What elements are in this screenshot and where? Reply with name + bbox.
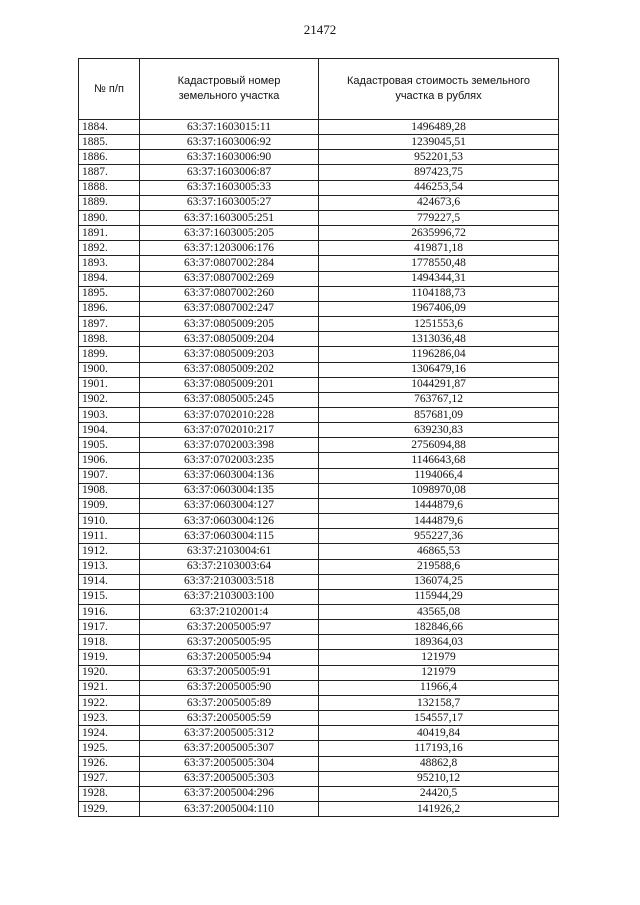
cadastral-number: 63:37:1603006:87 bbox=[140, 165, 319, 180]
cadastral-value: 1196286,04 bbox=[319, 347, 559, 362]
row-number: 1920. bbox=[79, 665, 140, 680]
row-number: 1924. bbox=[79, 726, 140, 741]
row-number: 1884. bbox=[79, 120, 140, 135]
table-row bbox=[79, 574, 559, 589]
cadastral-number: 63:37:0603004:127 bbox=[140, 498, 319, 513]
row-number: 1913. bbox=[79, 559, 140, 574]
cadastral-value: 955227,36 bbox=[319, 529, 559, 544]
cadastral-number: 63:37:0807002:284 bbox=[140, 256, 319, 271]
row-number: 1898. bbox=[79, 332, 140, 347]
table-row bbox=[79, 529, 559, 544]
table-row bbox=[79, 347, 559, 362]
cadastral-value: 189364,03 bbox=[319, 635, 559, 650]
cadastral-value: 11966,4 bbox=[319, 680, 559, 695]
table-row bbox=[79, 695, 559, 710]
cadastral-number: 63:37:2005005:303 bbox=[140, 771, 319, 786]
cadastral-value: 1494344,31 bbox=[319, 271, 559, 286]
cadastral-value: 763767,12 bbox=[319, 392, 559, 407]
row-number: 1929. bbox=[79, 802, 140, 817]
row-number: 1907. bbox=[79, 468, 140, 483]
table-row bbox=[79, 332, 559, 347]
cadastral-value: 446253,54 bbox=[319, 180, 559, 195]
cadastral-number: 63:37:1603015:11 bbox=[140, 120, 319, 135]
cadastral-value: 419871,18 bbox=[319, 241, 559, 256]
table-row bbox=[79, 180, 559, 195]
table-header-row bbox=[79, 59, 559, 120]
row-number: 1909. bbox=[79, 498, 140, 513]
cadastral-value: 1313036,48 bbox=[319, 332, 559, 347]
cadastral-number: 63:37:2103003:64 bbox=[140, 559, 319, 574]
cadastral-value: 1306479,16 bbox=[319, 362, 559, 377]
cadastral-value: 952201,53 bbox=[319, 150, 559, 165]
table-row bbox=[79, 271, 559, 286]
cadastral-number: 63:37:0807002:247 bbox=[140, 301, 319, 316]
row-number: 1904. bbox=[79, 423, 140, 438]
cadastral-value: 115944,29 bbox=[319, 589, 559, 604]
cadastral-value: 117193,16 bbox=[319, 741, 559, 756]
row-number: 1927. bbox=[79, 771, 140, 786]
cadastral-value: 46865,53 bbox=[319, 544, 559, 559]
cadastral-value: 40419,84 bbox=[319, 726, 559, 741]
row-number: 1910. bbox=[79, 514, 140, 529]
table-row bbox=[79, 423, 559, 438]
header-cadastral-value-text: Кадастровая стоимость земельного участка в рублях bbox=[347, 75, 530, 102]
table-row bbox=[79, 635, 559, 650]
table-row bbox=[79, 544, 559, 559]
row-number: 1906. bbox=[79, 453, 140, 468]
row-number: 1890. bbox=[79, 210, 140, 225]
cadastral-number: 63:37:0702010:217 bbox=[140, 423, 319, 438]
row-number: 1925. bbox=[79, 741, 140, 756]
row-number: 1908. bbox=[79, 483, 140, 498]
row-number: 1917. bbox=[79, 620, 140, 635]
row-number: 1914. bbox=[79, 574, 140, 589]
row-number: 1895. bbox=[79, 286, 140, 301]
cadastral-number: 63:37:0702010:228 bbox=[140, 407, 319, 422]
cadastral-value: 1444879,6 bbox=[319, 498, 559, 513]
cadastral-value: 1098970,08 bbox=[319, 483, 559, 498]
row-number: 1891. bbox=[79, 226, 140, 241]
row-number: 1889. bbox=[79, 195, 140, 210]
table-row bbox=[79, 241, 559, 256]
cadastral-number: 63:37:2005005:95 bbox=[140, 635, 319, 650]
cadastral-number: 63:37:0603004:115 bbox=[140, 529, 319, 544]
header-cadastral-number-text: Кадастровый номер земельного участка bbox=[177, 75, 281, 102]
cadastral-number: 63:37:2103004:61 bbox=[140, 544, 319, 559]
cadastral-value: 132158,7 bbox=[319, 695, 559, 710]
cadastral-number: 63:37:0603004:126 bbox=[140, 514, 319, 529]
cadastral-number: 63:37:0805005:245 bbox=[140, 392, 319, 407]
cadastral-number: 63:37:1603006:90 bbox=[140, 150, 319, 165]
table-row bbox=[79, 771, 559, 786]
cadastral-number: 63:37:2005005:307 bbox=[140, 741, 319, 756]
table-row bbox=[79, 362, 559, 377]
cadastral-number: 63:37:0807002:269 bbox=[140, 271, 319, 286]
header-cadastral-value bbox=[319, 59, 559, 120]
cadastral-number: 63:37:0702003:398 bbox=[140, 438, 319, 453]
row-number: 1903. bbox=[79, 407, 140, 422]
row-number: 1887. bbox=[79, 165, 140, 180]
cadastral-number: 63:37:2005004:110 bbox=[140, 802, 319, 817]
table-row bbox=[79, 726, 559, 741]
row-number: 1900. bbox=[79, 362, 140, 377]
cadastral-value: 1967406,09 bbox=[319, 301, 559, 316]
table-row bbox=[79, 407, 559, 422]
row-number: 1928. bbox=[79, 786, 140, 801]
row-number: 1888. bbox=[79, 180, 140, 195]
cadastral-number: 63:37:2005005:304 bbox=[140, 756, 319, 771]
cadastral-value: 48862,8 bbox=[319, 756, 559, 771]
row-number: 1918. bbox=[79, 635, 140, 650]
cadastral-number: 63:37:2005005:91 bbox=[140, 665, 319, 680]
cadastral-value: 141926,2 bbox=[319, 802, 559, 817]
row-number: 1915. bbox=[79, 589, 140, 604]
cadastral-number: 63:37:2103003:518 bbox=[140, 574, 319, 589]
cadastral-value: 1104188,73 bbox=[319, 286, 559, 301]
cadastral-number: 63:37:1603005:205 bbox=[140, 226, 319, 241]
table-row bbox=[79, 195, 559, 210]
cadastral-value: 24420,5 bbox=[319, 786, 559, 801]
row-number: 1897. bbox=[79, 317, 140, 332]
cadastral-value: 1778550,48 bbox=[319, 256, 559, 271]
cadastral-number: 63:37:0805009:204 bbox=[140, 332, 319, 347]
table-body bbox=[79, 120, 559, 817]
table-row bbox=[79, 620, 559, 635]
cadastral-value: 219588,6 bbox=[319, 559, 559, 574]
table-row bbox=[79, 438, 559, 453]
row-number: 1922. bbox=[79, 695, 140, 710]
table-row bbox=[79, 802, 559, 817]
cadastral-value: 639230,83 bbox=[319, 423, 559, 438]
row-number: 1916. bbox=[79, 605, 140, 620]
table-row bbox=[79, 135, 559, 150]
table-row bbox=[79, 301, 559, 316]
cadastral-value: 2756094,88 bbox=[319, 438, 559, 453]
cadastral-value: 779227,5 bbox=[319, 210, 559, 225]
table-row bbox=[79, 680, 559, 695]
cadastral-number: 63:37:1603005:251 bbox=[140, 210, 319, 225]
cadastral-value: 1251553,6 bbox=[319, 317, 559, 332]
table-row bbox=[79, 605, 559, 620]
cadastral-value: 897423,75 bbox=[319, 165, 559, 180]
row-number: 1923. bbox=[79, 711, 140, 726]
row-number: 1885. bbox=[79, 135, 140, 150]
cadastral-number: 63:37:2005005:97 bbox=[140, 620, 319, 635]
row-number: 1919. bbox=[79, 650, 140, 665]
cadastral-value: 136074,25 bbox=[319, 574, 559, 589]
table-row bbox=[79, 665, 559, 680]
table-row bbox=[79, 741, 559, 756]
cadastral-value: 1444879,6 bbox=[319, 514, 559, 529]
cadastral-number: 63:37:0807002:260 bbox=[140, 286, 319, 301]
table-row bbox=[79, 756, 559, 771]
row-number: 1921. bbox=[79, 680, 140, 695]
table-row bbox=[79, 498, 559, 513]
cadastral-number: 63:37:0805009:201 bbox=[140, 377, 319, 392]
page-number: 21472 bbox=[303, 22, 337, 37]
table-row bbox=[79, 559, 559, 574]
table-row bbox=[79, 210, 559, 225]
cadastral-number: 63:37:1203006:176 bbox=[140, 241, 319, 256]
row-number: 1902. bbox=[79, 392, 140, 407]
cadastral-value: 424673,6 bbox=[319, 195, 559, 210]
table-row bbox=[79, 786, 559, 801]
cadastral-value: 1496489,28 bbox=[319, 120, 559, 135]
cadastral-value: 182846,66 bbox=[319, 620, 559, 635]
row-number: 1892. bbox=[79, 241, 140, 256]
row-number: 1911. bbox=[79, 529, 140, 544]
row-number: 1926. bbox=[79, 756, 140, 771]
cadastral-number: 63:37:1603006:92 bbox=[140, 135, 319, 150]
row-number: 1896. bbox=[79, 301, 140, 316]
cadastral-number: 63:37:0603004:136 bbox=[140, 468, 319, 483]
cadastral-value: 154557,17 bbox=[319, 711, 559, 726]
table-row bbox=[79, 392, 559, 407]
row-number: 1886. bbox=[79, 150, 140, 165]
table-row bbox=[79, 468, 559, 483]
row-number: 1901. bbox=[79, 377, 140, 392]
cadastral-number: 63:37:1603005:27 bbox=[140, 195, 319, 210]
table-row bbox=[79, 453, 559, 468]
table-row bbox=[79, 483, 559, 498]
cadastral-value-table bbox=[78, 58, 559, 817]
table-row bbox=[79, 711, 559, 726]
cadastral-number: 63:37:2102001:4 bbox=[140, 605, 319, 620]
cadastral-value: 43565,08 bbox=[319, 605, 559, 620]
table-row bbox=[79, 165, 559, 180]
row-number: 1899. bbox=[79, 347, 140, 362]
cadastral-number: 63:37:0805009:205 bbox=[140, 317, 319, 332]
cadastral-value: 1239045,51 bbox=[319, 135, 559, 150]
cadastral-number: 63:37:0805009:202 bbox=[140, 362, 319, 377]
cadastral-value: 2635996,72 bbox=[319, 226, 559, 241]
table-row bbox=[79, 650, 559, 665]
cadastral-value: 121979 bbox=[319, 650, 559, 665]
cadastral-number: 63:37:0603004:135 bbox=[140, 483, 319, 498]
table-row bbox=[79, 226, 559, 241]
table-row bbox=[79, 120, 559, 135]
cadastral-number: 63:37:2005004:296 bbox=[140, 786, 319, 801]
row-number: 1894. bbox=[79, 271, 140, 286]
row-number: 1912. bbox=[79, 544, 140, 559]
cadastral-number: 63:37:0805009:203 bbox=[140, 347, 319, 362]
table-row bbox=[79, 589, 559, 604]
table-row bbox=[79, 286, 559, 301]
cadastral-number: 63:37:2005005:89 bbox=[140, 695, 319, 710]
cadastral-number: 63:37:2005005:94 bbox=[140, 650, 319, 665]
cadastral-number: 63:37:2005005:312 bbox=[140, 726, 319, 741]
cadastral-number: 63:37:1603005:33 bbox=[140, 180, 319, 195]
cadastral-number: 63:37:2103003:100 bbox=[140, 589, 319, 604]
table-row bbox=[79, 317, 559, 332]
cadastral-value: 857681,09 bbox=[319, 407, 559, 422]
header-num-text: № п/п bbox=[94, 82, 124, 95]
cadastral-value: 1044291,87 bbox=[319, 377, 559, 392]
cadastral-value: 1194066,4 bbox=[319, 468, 559, 483]
cadastral-value: 95210,12 bbox=[319, 771, 559, 786]
row-number: 1893. bbox=[79, 256, 140, 271]
table-row bbox=[79, 377, 559, 392]
header-num bbox=[79, 59, 140, 120]
row-number: 1905. bbox=[79, 438, 140, 453]
cadastral-value: 1146643,68 bbox=[319, 453, 559, 468]
table-row bbox=[79, 514, 559, 529]
cadastral-number: 63:37:2005005:90 bbox=[140, 680, 319, 695]
cadastral-number: 63:37:0702003:235 bbox=[140, 453, 319, 468]
table-row bbox=[79, 256, 559, 271]
cadastral-value: 121979 bbox=[319, 665, 559, 680]
table-row bbox=[79, 150, 559, 165]
cadastral-number: 63:37:2005005:59 bbox=[140, 711, 319, 726]
header-cadastral-number bbox=[140, 59, 319, 120]
